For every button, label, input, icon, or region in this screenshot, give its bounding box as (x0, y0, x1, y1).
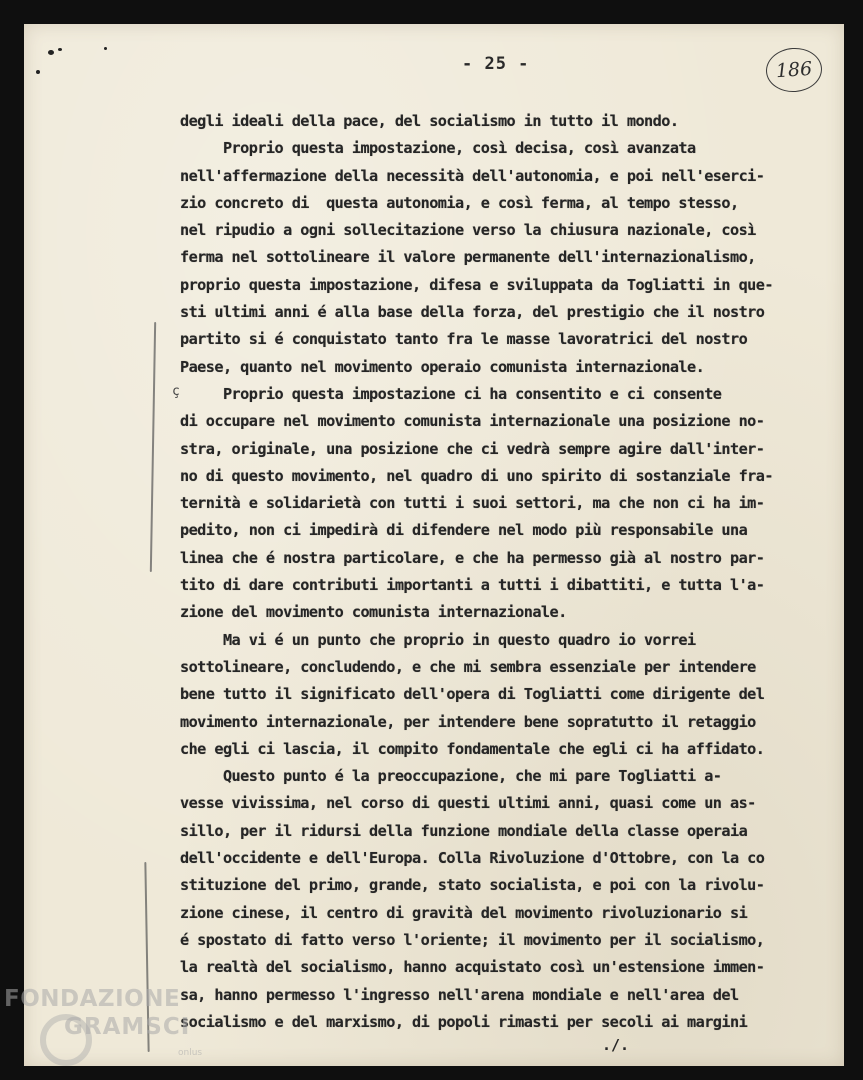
text-line: Questo punto é la preoccupazione, che mi pare Togliatti a- (180, 767, 722, 786)
text-line: Paese, quanto nel movimento operaio comunista internazionale. (180, 357, 705, 376)
text-line: vesse vivissima, nel corso di questi ultimi anni, quasi come un as- (180, 794, 756, 813)
text-line: zione cinese, il centro di gravità del movimento rivoluzionario si (180, 903, 748, 922)
margin-mark: ç (172, 384, 180, 399)
text-line: bene tutto il significato dell'opera di Togliatti come dirigente del (180, 685, 765, 704)
continuation-mark: ./. (602, 1036, 630, 1054)
text-line: di occupare nel movimento comunista internazionale una posizione no- (180, 412, 765, 431)
text-line: dell'occidente e dell'Europa. Colla Rivoluzione d'Ottobre, con la co (180, 849, 765, 868)
ink-speck (58, 48, 62, 51)
text-line: che egli ci lascia, il compito fondamentale che egli ci ha affidato. (180, 739, 765, 758)
text-line: pedito, non ci impedirà di difendere nel modo più responsabile una (180, 521, 748, 540)
ink-speck (48, 50, 54, 55)
text-line: la realtà del socialismo, hanno acquistato così un'estensione immen- (180, 958, 765, 977)
text-line: movimento internazionale, per intendere bene sopratutto il retaggio (180, 712, 756, 731)
text-line: ternità e solidarietà con tutti i suoi settori, ma che non ci ha im- (180, 494, 765, 513)
text-line: ferma nel sottolineare il valore permanente dell'internazionalismo, (180, 248, 756, 267)
text-line: Ma vi é un punto che proprio in questo quadro io vorrei (180, 630, 696, 649)
text-line: degli ideali della pace, del socialismo in tutto il mondo. (180, 112, 679, 130)
watermark-line3: onlus (178, 1048, 203, 1058)
text-line: stra, originale, una posizione che ci vedrà sempre agire dall'inter- (180, 439, 765, 458)
body-text (180, 108, 830, 1036)
text-line: nel ripudio a ogni sollecitazione verso la chiusura nazionale, così (180, 221, 756, 240)
text-line: nell'affermazione della necessità dell'autonomia, e poi nell'eserci- (180, 166, 765, 185)
text-line: no di questo movimento, nel quadro di uno spirito di sostanziale fra- (180, 466, 773, 485)
text-line: sti ultimi anni é alla base della forza, del prestigio che il nostro (180, 303, 765, 322)
text-line: sillo, per il ridursi della funzione mondiale della classe operaia (180, 821, 748, 840)
text-line: sa, hanno permesso l'ingresso nell'arena mondiale e nell'area del (180, 985, 739, 1004)
text-line: sottolineare, concludendo, e che mi sembra essenziale per intendere (180, 657, 756, 676)
fondazione-gramsci-watermark (4, 986, 214, 1076)
ink-speck (36, 70, 40, 74)
text-line: socialismo e del marxismo, di popoli rimasti per secoli ai margini (180, 1012, 748, 1031)
text-line: proprio questa impostazione, difesa e sviluppata da Togliatti in que- (180, 275, 773, 294)
text-line: é spostato di fatto verso l'oriente; il movimento per il socialismo, (180, 930, 765, 949)
ink-speck (104, 47, 107, 50)
text-line: stituzione del primo, grande, stato socialista, e poi con la rivolu- (180, 876, 765, 895)
text-line: zio concreto di questa autonomia, e così ferma, al tempo stesso, (180, 193, 739, 212)
text-line: partito si é conquistato tanto fra le masse lavoratrici del nostro (180, 330, 748, 349)
text-line: zione del movimento comunista internazionale. (180, 603, 567, 622)
text-line: linea che é nostra particolare, e che ha permesso già al nostro par- (180, 548, 765, 567)
text-line: Proprio questa impostazione, così decisa, così avanzata (180, 139, 696, 158)
watermark-line1: FONDAZIONE (4, 986, 181, 1012)
text-line: tito di dare contributi importanti a tutti i dibattiti, e tutta l'a- (180, 576, 765, 595)
text-line: Proprio questa impostazione ci ha consentito e ci consente (180, 384, 722, 403)
archive-number-stamp: 186 (765, 46, 824, 94)
page-number: - 25 - (462, 54, 530, 74)
watermark-line2: GRAMSCI (64, 1014, 191, 1040)
